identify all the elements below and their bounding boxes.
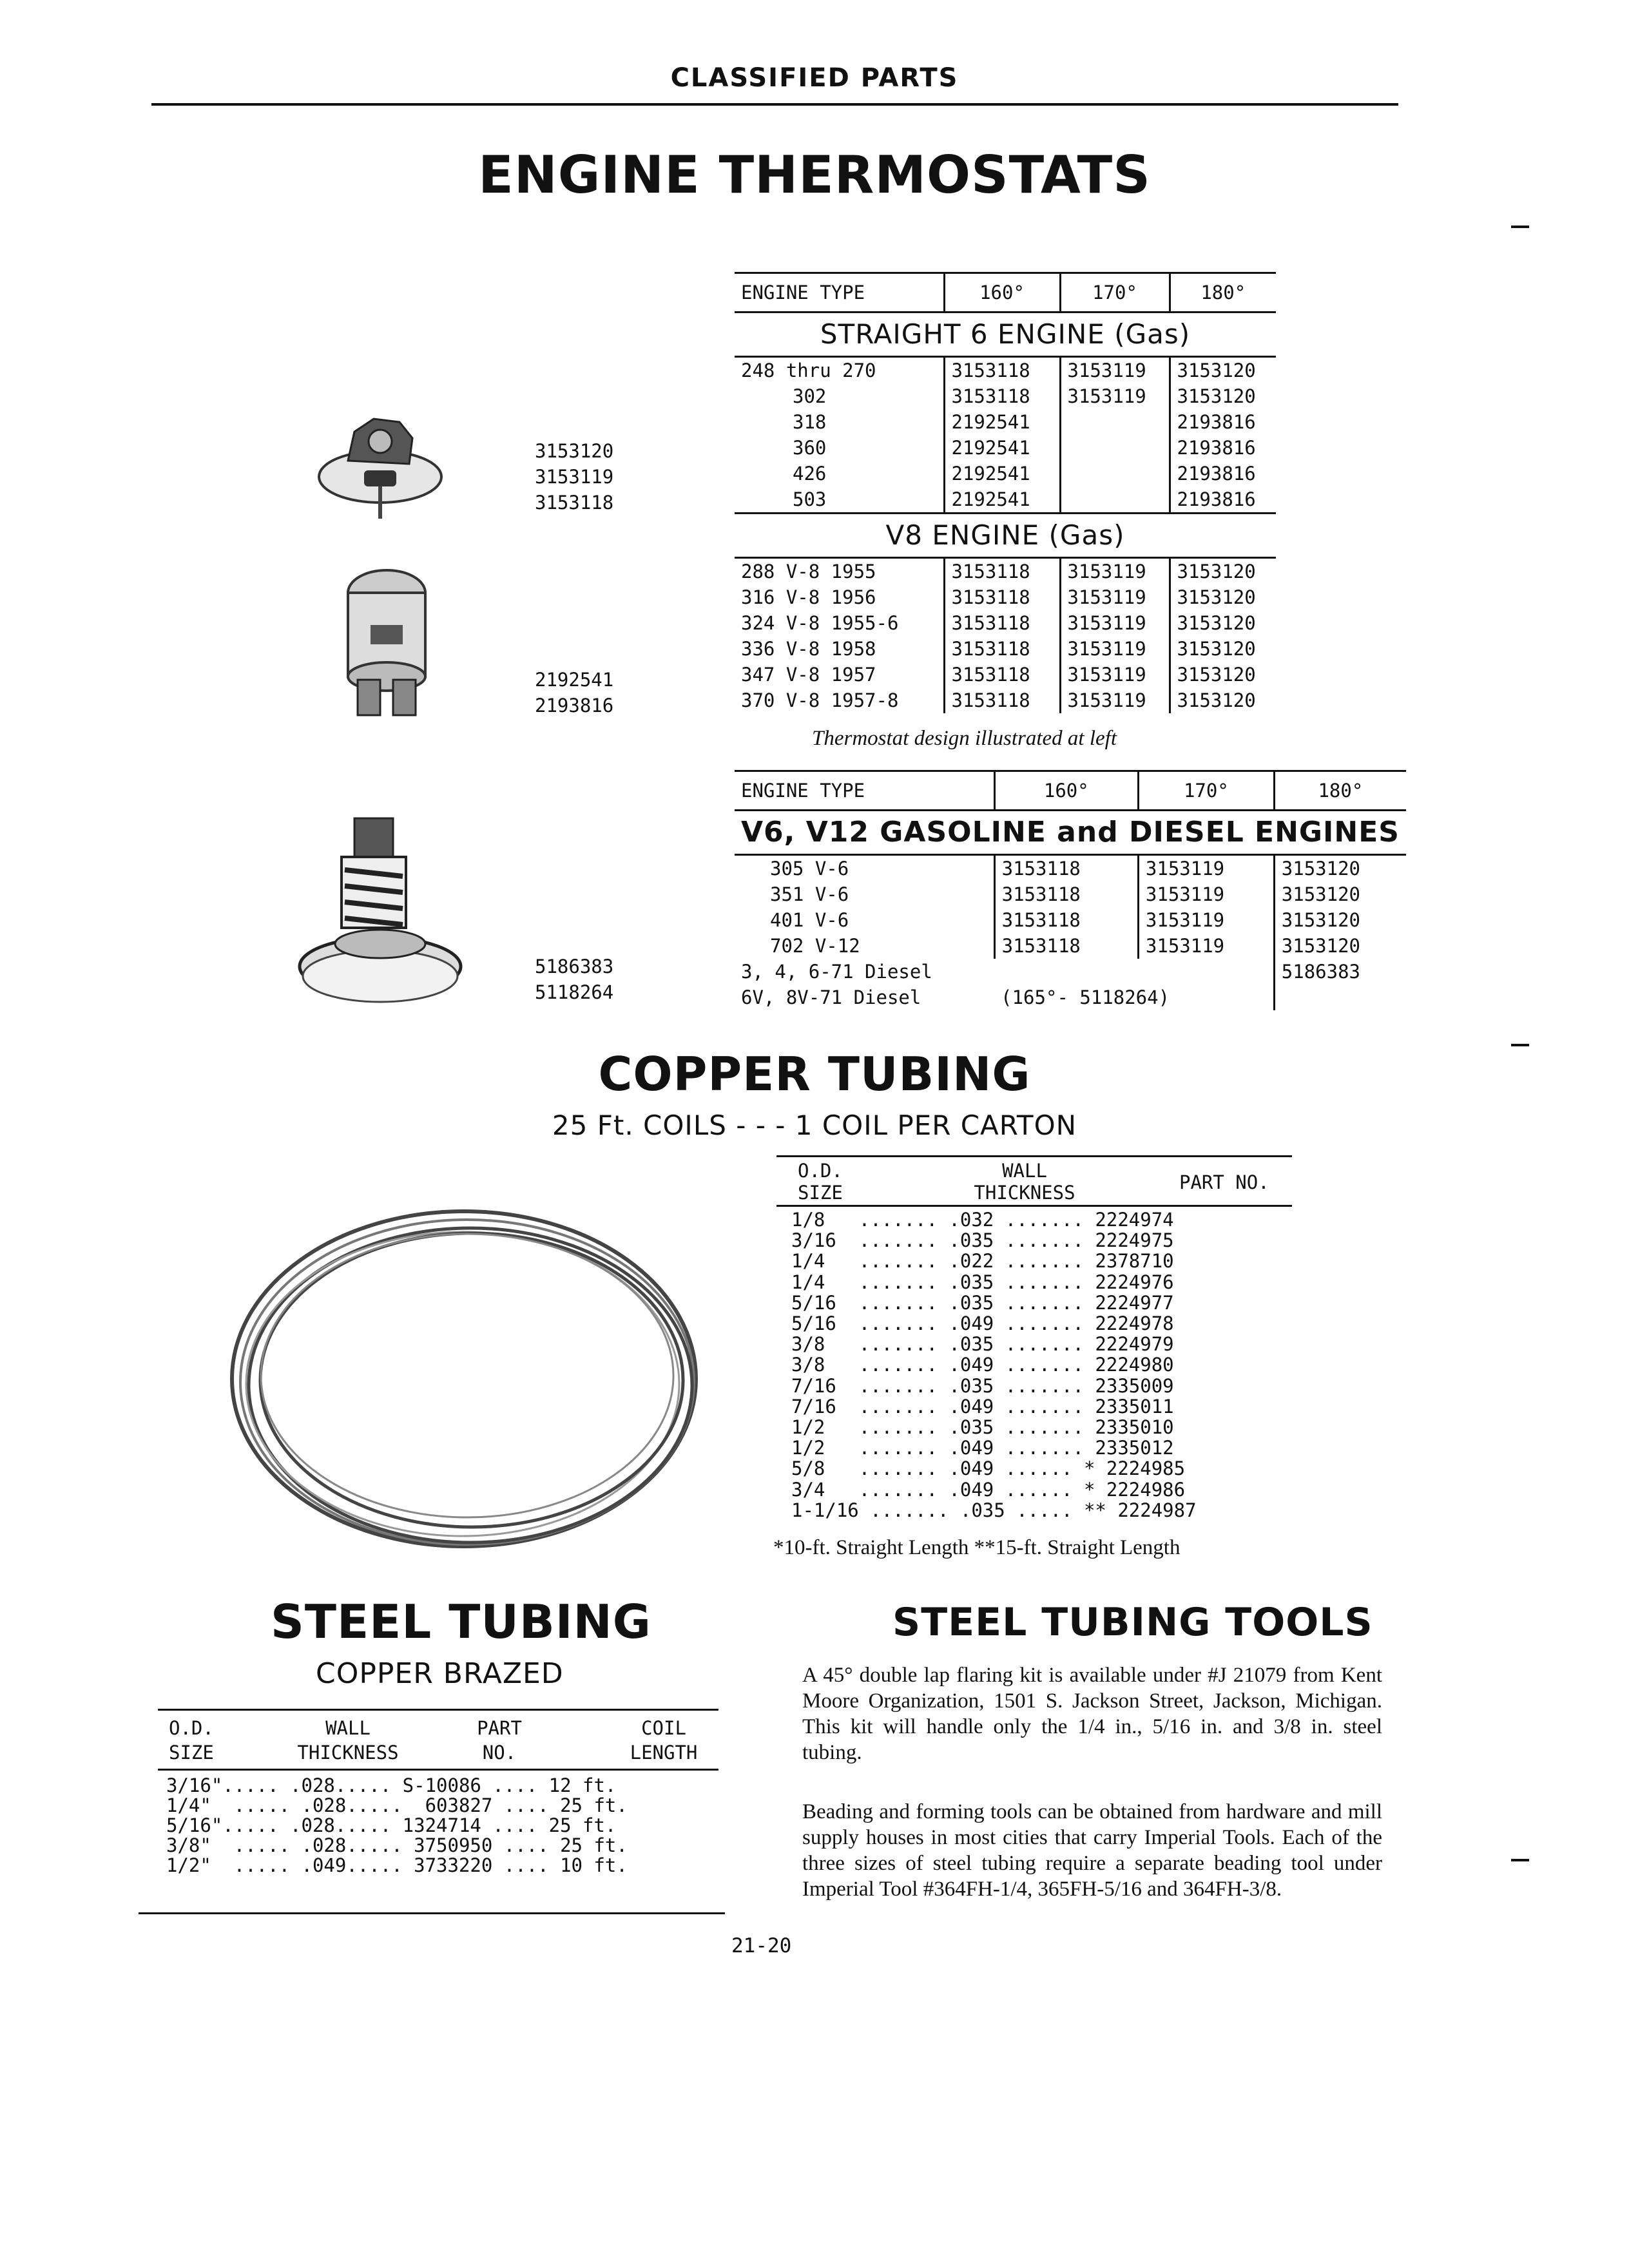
engine-type-cell: 302: [793, 385, 827, 407]
copper-header-part: PART NO.: [1179, 1171, 1269, 1193]
engine-type-cell: 351 V-6: [770, 883, 849, 905]
table-row: [735, 907, 1406, 933]
side-label: 3153119: [535, 466, 614, 488]
col-180: 180°: [1170, 273, 1276, 312]
diesel-note-2: (165°- 5118264): [1001, 986, 1170, 1008]
side-labels-group3: [535, 954, 613, 1005]
steel-tubing-tools-title: STEEL TUBING TOOLS: [892, 1600, 1373, 1645]
part-number-cell: 3153118: [944, 636, 1060, 662]
part-number-cell: 2193816: [1170, 486, 1276, 514]
header-od: O.D.: [798, 1160, 843, 1182]
list-item: 3/16 ....... .035 ....... 2224975: [791, 1229, 1174, 1252]
side-labels-group2: [535, 667, 613, 718]
engine-type-cell: 370 V-8 1957-8: [741, 689, 899, 711]
steel-table-top-rule: [158, 1709, 718, 1711]
part-number-cell: 3153118: [994, 855, 1138, 882]
list-item: 3/8 ....... .049 ....... 2224980: [791, 1354, 1174, 1376]
table-row: [735, 486, 1276, 514]
part-number-cell: 3153118: [994, 933, 1138, 959]
part-number-cell: 2193816: [1170, 409, 1276, 435]
table-row: [735, 985, 1406, 1010]
part-number-cell: 3153118: [944, 357, 1060, 384]
list-item: 1/2 ....... .049 ....... 2335012: [791, 1437, 1174, 1459]
part-number-cell: 3153120: [1274, 907, 1406, 933]
copper-header-od: [798, 1160, 843, 1204]
table-row: [735, 435, 1276, 461]
thermostat-design-note: Thermostat design illustrated at left: [812, 727, 1117, 750]
engine-type-cell: 288 V-8 1955: [741, 561, 876, 582]
list-item: 5/16 ....... .035 ....... 2224977: [791, 1291, 1174, 1314]
col-engine-type-2: ENGINE TYPE: [735, 771, 994, 811]
part-number-cell: 3153120: [1170, 383, 1276, 409]
col-170-2: 170°: [1138, 771, 1274, 811]
table-row: [735, 584, 1276, 610]
part-number-cell: 3153119: [1060, 662, 1170, 687]
engine-type-cell: 401 V-6: [770, 909, 849, 931]
part-number-cell: 2193816: [1170, 461, 1276, 486]
side-label: 5186383: [535, 956, 614, 977]
part-number-cell: 3153119: [1060, 636, 1170, 662]
steel-header-wall: [284, 1716, 412, 1765]
part-number-cell: 3153120: [1274, 933, 1406, 959]
thermostat-table-straight6-v8: [735, 272, 1276, 713]
steel-bottom-rule: [139, 1912, 725, 1914]
col-180-2: 180°: [1274, 771, 1406, 811]
part-number-cell: 3153118: [944, 662, 1060, 687]
part-number-cell: 3153119: [1060, 584, 1170, 610]
steel-header-part: [454, 1716, 545, 1765]
table-row: [735, 558, 1276, 585]
thermostat-table-v6-v12-diesel: [735, 770, 1406, 1010]
part-number-cell: 3153120: [1170, 558, 1276, 585]
diesel-180-1: 5186383: [1274, 959, 1406, 985]
part-number-cell: 3153118: [994, 881, 1138, 907]
part-number-cell: 3153118: [944, 584, 1060, 610]
engine-type-cell: 702 V-12: [770, 935, 860, 957]
section-v6-v12: V6, V12 GASOLINE and DIESEL ENGINES: [735, 811, 1406, 855]
header-od: O.D.: [169, 1717, 214, 1739]
col-160: 160°: [944, 273, 1060, 312]
part-number-cell: 3153119: [1138, 907, 1274, 933]
part-number-cell: 3153118: [944, 558, 1060, 585]
header-length: LENGTH: [630, 1742, 698, 1763]
engine-thermostats-title: ENGINE THERMOSTATS: [478, 145, 1151, 205]
steel-header-od: [169, 1716, 214, 1765]
thermostat-icon: [322, 561, 451, 728]
part-number-cell: 3153119: [1060, 383, 1170, 409]
header-no: NO.: [482, 1742, 517, 1763]
table-row: [735, 933, 1406, 959]
copper-footnote: *10-ft. Straight Length **15-ft. Straight Length: [773, 1536, 1181, 1559]
part-number-cell: 3153119: [1060, 357, 1170, 384]
part-number-cell: 3153119: [1138, 933, 1274, 959]
margin-mark: [1511, 1859, 1529, 1861]
copper-coil-icon: [206, 1179, 722, 1579]
header-coil: COIL: [641, 1717, 686, 1739]
list-item: 1/4 ....... .035 ....... 2224976: [791, 1271, 1174, 1293]
part-number-cell: [1060, 486, 1170, 514]
list-item: 1/8 ....... .032 ....... 2224974: [791, 1209, 1174, 1231]
side-labels-group1: [535, 438, 613, 515]
tools-paragraph-2: Beading and forming tools can be obtained from hardware and mill supply houses in most cities that carry Imperial Tools. Each of the three sizes of steel tubing require a separate beading tool under Imperial Tool #364FH-1/4, 365FH-5/16 and 364FH-3/8.: [802, 1800, 1382, 1901]
engine-type-cell: 336 V-8 1958: [741, 638, 876, 660]
part-number-cell: 3153120: [1170, 636, 1276, 662]
side-label: 2193816: [535, 695, 614, 716]
part-number-cell: 3153119: [1138, 855, 1274, 882]
list-item: 1/4 ....... .022 ....... 2378710: [791, 1250, 1174, 1273]
list-item: 3/8 ....... .035 ....... 2224979: [791, 1333, 1174, 1356]
header-rule: [151, 103, 1398, 106]
thermostat-icon: [303, 399, 458, 528]
table-row: [735, 610, 1276, 636]
side-label: 3153118: [535, 492, 614, 514]
engine-type-cell: 324 V-8 1955-6: [741, 612, 899, 634]
header-size: SIZE: [169, 1742, 214, 1763]
part-number-cell: [1060, 409, 1170, 435]
engine-type-cell: 360: [793, 437, 827, 459]
col-170: 170°: [1060, 273, 1170, 312]
part-number-cell: 3153118: [944, 610, 1060, 636]
list-item: 7/16 ....... .035 ....... 2335009: [791, 1374, 1174, 1397]
engine-type-cell: 318: [793, 411, 827, 433]
part-number-cell: 3153119: [1060, 610, 1170, 636]
header-size: SIZE: [798, 1182, 843, 1204]
side-label: 2192541: [535, 669, 614, 691]
header-wall: WALL: [1002, 1160, 1047, 1182]
table-row: [735, 662, 1276, 687]
col-engine-type: ENGINE TYPE: [735, 273, 944, 312]
engine-type-cell: 248 thru 270: [741, 360, 876, 381]
straight6-rows: [735, 357, 1276, 514]
list-item: 3/8" ..... .028..... 3750950 .... 25 ft.: [166, 1834, 628, 1856]
steel-header-coil: [615, 1716, 712, 1765]
table-row: [735, 855, 1406, 882]
copper-table-top-rule: [776, 1155, 1292, 1157]
steel-table-header-rule: [158, 1769, 718, 1771]
copper-tubing-subtitle: 25 Ft. COILS - - - 1 COIL PER CARTON: [552, 1110, 1077, 1141]
part-number-cell: 3153120: [1170, 584, 1276, 610]
side-label: 5118264: [535, 981, 614, 1003]
list-item: 5/8 ....... .049 ...... * 2224985: [791, 1457, 1186, 1480]
steel-tubing-subtitle: COPPER BRAZED: [316, 1657, 564, 1690]
header-thickness: THICKNESS: [297, 1742, 399, 1763]
table-row: [735, 409, 1276, 435]
part-number-cell: 3153118: [944, 383, 1060, 409]
engine-type-cell: 426: [793, 463, 827, 485]
thermostat-icon: [284, 812, 477, 1024]
engine-type-cell: 347 V-8 1957: [741, 664, 876, 686]
copper-tubing-list: [791, 1209, 1197, 1521]
list-item: 1-1/16 ....... .035 ..... ** 2224987: [791, 1499, 1197, 1521]
copper-header-wall: [960, 1160, 1089, 1204]
part-number-cell: 3153118: [994, 907, 1138, 933]
part-number-cell: 3153120: [1170, 662, 1276, 687]
v8-rows: [735, 558, 1276, 714]
list-item: 1/2 ....... .035 ....... 2335010: [791, 1416, 1174, 1439]
list-item: 5/16"..... .028..... 1324714 .... 25 ft.: [166, 1814, 617, 1836]
table-row: [735, 881, 1406, 907]
section-straight6: STRAIGHT 6 ENGINE (Gas): [735, 312, 1276, 357]
page-header: CLASSIFIED PARTS: [670, 63, 959, 93]
copper-table-header-rule: [776, 1205, 1292, 1207]
table-row: [735, 357, 1276, 384]
v6-v12-rows: [735, 855, 1406, 959]
side-label: 3153120: [535, 440, 614, 462]
margin-mark: [1511, 1044, 1529, 1046]
steel-tubing-title: STEEL TUBING: [271, 1595, 651, 1649]
engine-type-cell: 503: [793, 488, 827, 510]
part-number-cell: [1060, 435, 1170, 461]
part-number-cell: 3153119: [1060, 558, 1170, 585]
list-item: 3/4 ....... .049 ...... * 2224986: [791, 1478, 1186, 1501]
part-number-cell: 3153118: [944, 687, 1060, 713]
part-number-cell: 3153119: [1060, 687, 1170, 713]
part-number-cell: 2192541: [944, 409, 1060, 435]
list-item: 3/16"..... .028..... S-10086 .... 12 ft.: [166, 1774, 617, 1796]
header-wall: WALL: [325, 1717, 371, 1739]
diesel-type-2: 6V, 8V-71 Diesel: [741, 986, 921, 1008]
part-number-cell: 2192541: [944, 461, 1060, 486]
part-number-cell: 3153119: [1138, 881, 1274, 907]
part-number-cell: 2192541: [944, 486, 1060, 514]
part-number-cell: [1060, 461, 1170, 486]
tools-paragraph-1: A 45° double lap flaring kit is available under #J 21079 from Kent Moore Organization, 1501 S. Jackson Street, Jackson, Michigan. This kit will handle only the 1/4 in., 5/16 in. and 3/8 in. steel tubing.: [802, 1664, 1382, 1764]
table-row: [735, 383, 1276, 409]
list-item: 1/4" ..... .028..... 603827 .... 25 ft.: [166, 1794, 628, 1816]
part-number-cell: 2193816: [1170, 435, 1276, 461]
engine-type-cell: 305 V-6: [770, 858, 849, 879]
part-number-cell: 3153120: [1274, 881, 1406, 907]
header-part: PART: [477, 1717, 522, 1739]
list-item: 5/16 ....... .049 ....... 2224978: [791, 1312, 1174, 1335]
table-row: [735, 636, 1276, 662]
steel-tubing-list: [166, 1776, 628, 1876]
part-number-cell: 3153120: [1170, 610, 1276, 636]
part-number-cell: 3153120: [1170, 687, 1276, 713]
part-number-cell: 3153120: [1274, 855, 1406, 882]
col-160-2: 160°: [994, 771, 1138, 811]
engine-type-cell: 316 V-8 1956: [741, 586, 876, 608]
part-number-cell: 3153120: [1170, 357, 1276, 384]
table-row: [735, 461, 1276, 486]
list-item: 7/16 ....... .049 ....... 2335011: [791, 1395, 1174, 1418]
table-row: [735, 687, 1276, 713]
part-number-cell: 2192541: [944, 435, 1060, 461]
page-number: 21-20: [731, 1934, 792, 1957]
section-v8: V8 ENGINE (Gas): [735, 514, 1276, 558]
diesel-type-1: 3, 4, 6-71 Diesel: [741, 961, 932, 983]
margin-mark: [1511, 226, 1529, 228]
copper-tubing-title: COPPER TUBING: [598, 1047, 1031, 1101]
list-item: 1/2" ..... .049..... 3733220 .... 10 ft.: [166, 1854, 628, 1876]
header-thickness: THICKNESS: [974, 1182, 1075, 1204]
table-row: [735, 959, 1406, 985]
